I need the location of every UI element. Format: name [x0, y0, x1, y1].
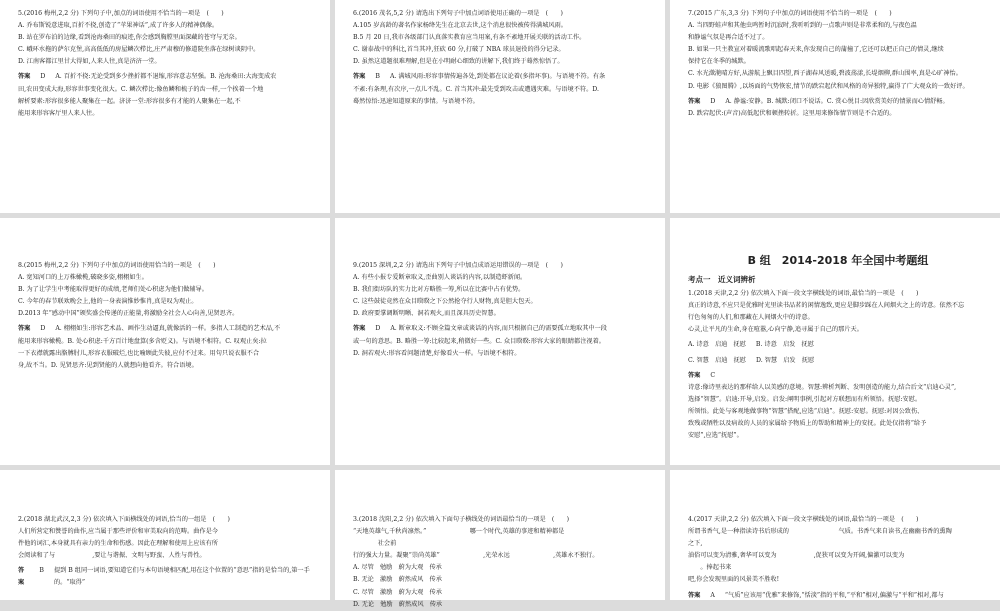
- passage-line: 吧,你会发现里面的风景美不胜收!: [688, 576, 780, 584]
- option-b-cont: 保持它在冬季的缄默。: [688, 58, 750, 66]
- answer-row: [688, 96, 988, 108]
- answer-row: [688, 370, 988, 382]
- question-panel-b2: [0, 470, 330, 600]
- explanation-line: 解析要素:形容很多能人聚集在一起。济济一堂:形容很多有才能的人聚集在一起,不: [18, 97, 241, 105]
- answer-label: 答案: [18, 567, 25, 587]
- answer-row: [688, 590, 988, 602]
- answer-letter: B: [39, 567, 44, 575]
- explanation-line: A. 栩栩如生:形容艺术品、画作生动逼真,就像活的一样。多指人工制造的艺术品,不: [55, 325, 281, 333]
- explanation-line: 或一句的意思。B. 略胜一筹:比较起来,稍微好一些。C. 众目睽睽:形容大家的眼睛都注视着。: [353, 337, 605, 345]
- question-text: 2.(2018 湖北武汉,2,3 分) 依次填入下面横线处的词语,恰当的一组是 ( ): [18, 516, 230, 523]
- explanation-line: A. 满城风雨:形容事情传遍各处,到处都在议论着(多指坏事)。与语境不符。有条: [389, 73, 606, 81]
- option-a: A. 宽知河口的上万株橄榄,破晓多姿,栩栩如生。: [18, 274, 148, 282]
- option-c: C. 峨环水拖的萨尔克堡,高高低低的房屋鳞次栉比,庄严肃穆的修道院坐落在绿树谈阴中。: [18, 46, 260, 54]
- answer-row: [18, 71, 318, 83]
- option-b: B. 无论 激励 蔚然成风 传承: [353, 576, 442, 584]
- passage-line: 心灵,让平凡的生命,身在喧嚣,心向宁静,追寻属于自己的那片天。: [688, 326, 863, 334]
- explanation-line: 致残或牺牲以及病故的人员的家属给予物质上的帮助和精神上的安抚。此处仅指将“给予: [688, 420, 927, 427]
- explanation-line: A. 静谧:安静。B. 缄默:闭口不说话。C. 赏心悦目:因欣赏美好的情景而心情舒畅。: [725, 97, 949, 105]
- answer-label: 答案: [18, 73, 31, 81]
- question-panel-6: [335, 0, 665, 213]
- passage-line: 人们所营定和赞誉的曲作,应当属于那些评价和审美取向的范畴。曲作是今: [18, 528, 218, 536]
- explanation-line: 提到 B 组同一词语,要知道它们与本句语境相匹配,用在这个位置的“意思”指的是恰当的,第一手的。“取得”: [53, 567, 310, 587]
- option-d: D. 智慧 启发 抚慰: [755, 356, 815, 364]
- option-b: B. 为了让学生中考能取得更好的成绩,老师们处心积虑为他们做辅导。: [18, 286, 208, 294]
- option-d: D. 无论 勉励 蔚然成风 传承: [353, 600, 443, 608]
- explanation-line: 能用来形容橄榄。B. 处心积虑:千方百计地盘算(多含贬义)。与语境不相符。C. 叹观止矣:拉: [18, 337, 267, 345]
- question-panel-b3: [335, 470, 665, 608]
- option-a: A. 乔布斯锐意进取,百折不挠,创造了“苹果神话”,成了许多人的精神偶像。: [18, 22, 219, 30]
- question-text: 8.(2015 梅州,2,2 分) 下列句子中加点的词语使用恰当的一项是 ( ): [18, 262, 216, 269]
- explanation-line: 蓦然惊悟:迅速知道原来的事情。与语境不符。: [353, 97, 479, 105]
- answer-row: [18, 565, 318, 589]
- option-c: C. 今年的春节联欢晚会上,他的一身表演惟妙惟肖,真是叹为观止。: [18, 298, 198, 306]
- explanation-line: 能用来形容客厅里人来人往。: [18, 109, 99, 117]
- answer-letter: D: [40, 325, 46, 333]
- option-c: C. 智慧 启迪 抚慰: [688, 356, 746, 364]
- section-title: B 组 2014-2018 年全国中考题组: [747, 254, 929, 267]
- passage-line: 所谓书香气,是一种指读诗书后形成的 气质。书香气来自读书,在幽幽书香的熏陶: [688, 528, 952, 536]
- explanation-line: 安慰”,应选“抚慰”。: [688, 432, 743, 440]
- passage-line: 件他的词汇,本身就具有亲力的生命和伤感。因此在理解和使用上应该有所: [18, 540, 218, 548]
- passage-line: 行色匆匆的人们,和那藏在人间烟火中的诗意。: [688, 314, 814, 322]
- question-panel-7: [670, 0, 1000, 213]
- explanation-line: 诗意:像诗里表达的那样给人以美感的意境。智慧:辨析判断、发明创造的能力,结合后文“启迪心灵”,: [688, 383, 957, 391]
- answer-label: 答案: [353, 73, 366, 81]
- question-panel-8: [0, 218, 330, 465]
- answer-row: [353, 323, 653, 335]
- question-text: 4.(2017 天津,2,2 分) 依次填入下面一段文字横线处的词语,最恰当的一项是 ( ): [688, 516, 919, 523]
- option-a: A.105 岁高龄的著名作家杨绛先生在北京去世,这个消息很快被传得满城风雨。: [353, 22, 567, 30]
- passage-line: 。捧起书来: [688, 564, 732, 572]
- question-text: 9.(2015 深圳,2,2 分) 请选出下列句子中加点成语运用错误的一项是 ( ): [353, 262, 563, 269]
- option-a: A. 当四野蛙声和其他虫鸣暂时沉寂时,我听听到的一点歌声则是非常柔和的,与夜色温: [688, 22, 917, 30]
- option-b: B. 如果一只主教宣对着暖流歌唱起春天来,你发现自己的蒲撞了,它还可以把正自己的情灵,继续: [688, 46, 944, 54]
- question-panel-5: [0, 0, 330, 213]
- option-b: B. 我们街坊队的实力比对方略胜一筹,所以在比赛中占有优势。: [353, 286, 525, 294]
- question-panel-b4: [670, 470, 1000, 600]
- question-text: 7.(2015 广东,3,3 分) 下列句子中加点的词语使用不恰当的一项是 ( ): [688, 10, 892, 17]
- passage-line: 会阅读和了与 ,要让与谐振、文明与野蛮、人性与兽性。: [18, 552, 206, 560]
- option-d: D. 电影《狼图腾》,以场面的气势恢宏,情节的跌宕起伏和风格的奇异独特,赢得了广大观众的一致好评。: [688, 82, 969, 90]
- option-c: C. 谢泰战中的科比,首当其冲,狂砍 60 分,打破了 NBA 球员退役的得分记录。: [353, 46, 565, 54]
- explanation-line: D. 跌宕起伏:(声音)高低起伏和顿挫转折。这里用来修饰情节则是不合适的。: [688, 109, 896, 117]
- explanation-line: D. 洞若观火:形容看问题清楚,好像看火一样。与语境不相符。: [353, 349, 521, 357]
- answer-label: 答案: [18, 325, 31, 333]
- option-d: D.2013 年“感动中国”颁奖盛会传递的正能量,将激励全社会人心向善,见贤思齐。: [18, 310, 239, 318]
- question-text: 6.(2016 茂名,5,2 分) 请选出下列句子中加点词语使用正确的一项是 ( ): [353, 10, 563, 17]
- option-a-cont: 和静谧气氛是再合适不过了。: [688, 34, 769, 42]
- option-c: C. 尽管 激励 蔚为大观 传承: [353, 588, 442, 596]
- answer-letter: D: [40, 73, 46, 81]
- answer-letter: D: [710, 97, 716, 105]
- answer-label: 答案: [353, 325, 366, 333]
- answer-letter: D: [375, 325, 381, 333]
- option-d: D. 政府要掌调断明晰、洞若观火,而且深具历史智慧。: [353, 310, 500, 318]
- passage-line: 行的强大力量。凝聚“崇尚英雄” ,光荣永远 ,英雄永不独行。: [353, 552, 599, 560]
- answer-row: [353, 71, 653, 83]
- answer-label: 答案: [688, 97, 701, 105]
- option-b: B. 站在罗布泊的边缘,看到沧海桑田的痕迹,你会感到胸膛里面深藏的苍穹与无奈。: [18, 34, 241, 42]
- explanation-line: 不紊:有条理,有次序,一点儿不乱。C. 首当其冲:最先受到攻击或遭遇灾难。与语境不符。D.: [353, 85, 600, 93]
- option-c: C. 水光潋滟晴方好,从游航上飘目四望,西子湖春风送暖,碧波荡漾,长堤烟柳,群山围率,真是心旷神怡。: [688, 70, 962, 78]
- passage-line: “天地英雄气,千秋尚凛然。” 哪一个时代,英雄的事迹和精神都是: [353, 528, 602, 536]
- explanation-line: 一下衣襟就露出胳膊肘儿,形容衣服破烂,也比喻顾此失彼,应付不过来。用句只说衣服不合: [18, 349, 260, 357]
- answer-letter: B: [375, 73, 380, 81]
- question-text: 3.(2018 沈阳,2,2 分) 依次填入下面句子横线处的词语最恰当的一项是 ( ): [353, 516, 570, 523]
- passage-line: 社会前: [353, 540, 397, 548]
- passage-line: 真正的诗意,不应只是优雅时光里读书品茗的闲情逸致,更应是脚步踩在人间烟火之上的诗意。依然不忘: [688, 302, 965, 310]
- option-d: D. 江南客都江里甘大得如,人来人往,真是济济一堂。: [18, 58, 161, 66]
- option-a: A. 有些小报专爱断章取义,歪曲别人谈话的内容,以制造虾新闻。: [353, 274, 527, 282]
- question-panel-9: [335, 218, 665, 465]
- option-a: A. 尽管 勉励 蔚为大观 传承: [353, 564, 442, 572]
- passage-line: 之下,: [688, 540, 703, 548]
- explanation-line: 身,故不当。D. 见贤思齐:见到贤能的人就想向他看齐。符合语境。: [18, 361, 198, 369]
- option-b: B.5 月 20 日,我市各级部门认真落实教育应当用案,有条不紊地开展关联的活动工作。: [353, 34, 586, 42]
- question-text: 5.(2016 梅州,2,2 分) 下列句子中,加点的词语使用不恰当的一项是 ( ): [18, 10, 224, 17]
- option-a: A. 诗意 启迪 抚慰: [688, 341, 746, 349]
- answer-letter: C: [710, 371, 716, 379]
- answer-label: 答案: [688, 591, 701, 599]
- answer-row: [18, 323, 318, 335]
- option-c: C. 这些鼓徒竟然在众目睽睽之下公然抢夺行人财物,真是胆大包天。: [353, 298, 537, 306]
- explanation-line: A. 断章取义:不顾全篇文章或谈话的内容,而只根据自己的需要孤立地取其中一段: [390, 325, 607, 333]
- explanation-line: A. 百折不挠:无论受到多少挫折都不退缩,形容意志坚强。B. 沧海桑田:大海变成农: [55, 73, 277, 81]
- options-row: [688, 339, 988, 351]
- question-text: 1.(2018 天津,2,2 分) 依次填入下面一段文字横线处的词语,最恰当的一项是 ( ): [688, 290, 919, 298]
- option-b: B. 诗意 启发 抚慰: [755, 341, 814, 349]
- question-panel-b1: [670, 218, 1000, 465]
- explanation-line: 田,农田变成大海,形容世事变化很大。C. 鳞次栉比:像鱼鳞和梳子的齿一样,一个挨着一个地: [18, 85, 264, 93]
- explanation-line: 选择“智慧”。启迪:开导,启发。启发:阐明事例,引起对方联想而有所领悟。抚慰:安慰。: [688, 395, 922, 403]
- answer-letter: A: [710, 591, 715, 599]
- section-subtitle: 考点一 近义词辨析: [688, 275, 756, 285]
- explanation-line: 所领悟。此处与客观地做事物“智慧”搭配,应选“启迪”。抚慰:安慰。抚慰:对因公致伤、: [688, 407, 924, 415]
- answer-label: 答案: [688, 371, 701, 379]
- passage-line: 油俗可以变为清雅,奢华可以变为 ,促狭可以变为开阔,偏激可以变为: [688, 552, 942, 560]
- options-row: [688, 355, 988, 367]
- option-d: D. 虽然这道题很难理解,但是在小明耐心细致的讲解下,我们终于蓦然惊悟了。: [353, 58, 564, 66]
- explanation-line: “气质”应该用“优雅”来修饰,“恬淡”指的平和,“平和”相对,偏激与“平和”相对,都与: [724, 591, 944, 599]
